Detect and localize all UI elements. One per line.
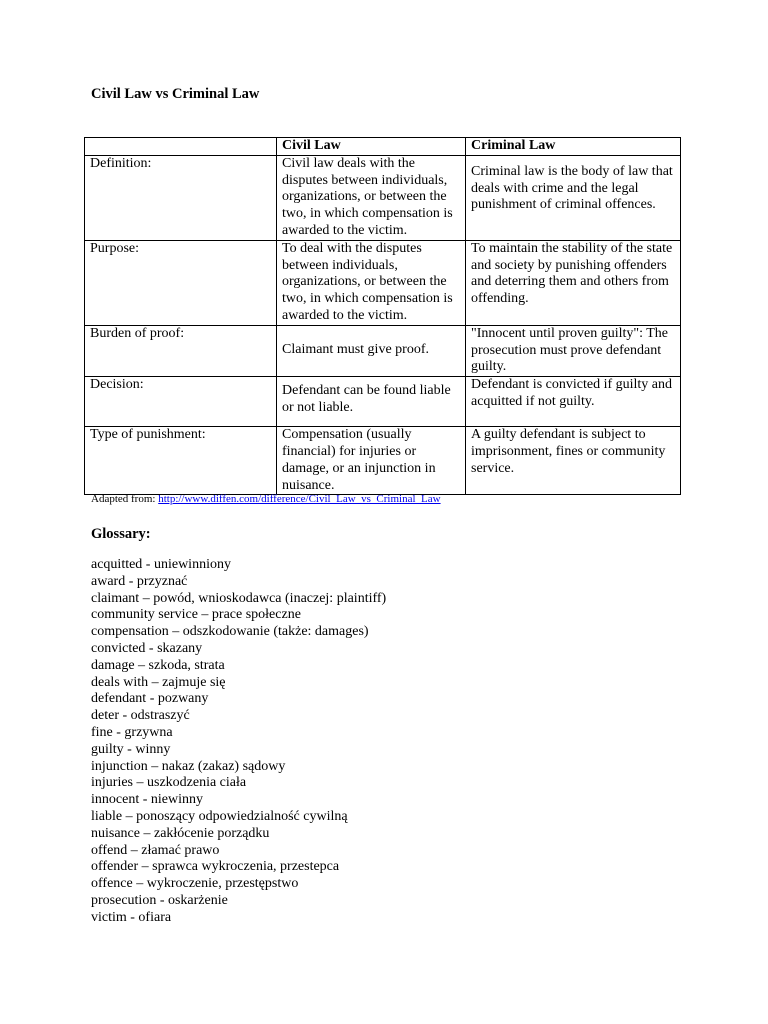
list-item: prosecution - oskarżenie: [91, 892, 228, 908]
row-label: Definition:: [85, 155, 277, 240]
glossary-list: [91, 557, 386, 927]
list-item: injunction – nakaz (zakaz) sądowy: [91, 758, 286, 774]
list-item: claimant – powód, wnioskodawca (inaczej: plaintiff): [91, 590, 387, 606]
glossary-title: Glossary:: [91, 526, 151, 542]
source-note: [91, 492, 441, 506]
civil-cell: Claimant must give proof.: [277, 325, 466, 376]
page-title: Civil Law vs Criminal Law: [91, 86, 260, 102]
table-row: [85, 155, 681, 240]
row-label: Purpose:: [85, 240, 277, 325]
source-link[interactable]: http://www.diffen.com/difference/Civil_Law_vs_Criminal_Law: [158, 493, 441, 505]
list-item: innocent - niewinny: [91, 792, 203, 808]
table-row: [85, 377, 681, 427]
header-cell-empty: [85, 138, 277, 156]
list-item: convicted - skazany: [91, 640, 203, 656]
civil-cell: Civil law deals with the disputes between individuals, organizations, or between the two, in which compensation is awarded to the victim.: [277, 155, 466, 240]
list-item: acquitted - uniewinniony: [91, 557, 231, 572]
row-label: Type of punishment:: [85, 427, 277, 495]
list-item: award - przyznać: [91, 573, 188, 589]
civil-cell: Defendant can be found liable or not liable.: [277, 377, 466, 427]
header-criminal-law: Criminal Law: [466, 138, 681, 156]
list-item: deals with – zajmuje się: [91, 674, 226, 690]
header-civil-law: Civil Law: [277, 138, 466, 156]
list-item: fine - grzywna: [91, 724, 173, 740]
list-item: liable – ponoszący odpowiedzialność cywilną: [91, 808, 348, 824]
list-item: offence – wykroczenie, przestępstwo: [91, 876, 299, 892]
table-row: [85, 427, 681, 495]
list-item: nuisance – zakłócenie porządku: [91, 825, 270, 841]
table-header-row: [85, 138, 681, 156]
row-label: Burden of proof:: [85, 325, 277, 376]
criminal-cell: Defendant is convicted if guilty and acquitted if not guilty.: [466, 377, 681, 427]
list-item: victim - ofiara: [91, 909, 172, 925]
table-row: [85, 325, 681, 376]
list-item: injuries – uszkodzenia ciała: [91, 775, 247, 791]
civil-cell: To deal with the disputes between individuals, organizations, or between the two, in which compensation is awarded to the victim.: [277, 240, 466, 325]
criminal-cell: To maintain the stability of the state and society by punishing offenders and deterring them and others from offending.: [466, 240, 681, 325]
table-row: [85, 240, 681, 325]
list-item: compensation – odszkodowanie (także: damages): [91, 624, 369, 640]
source-prefix: Adapted from:: [91, 493, 159, 505]
comparison-table: [84, 137, 681, 495]
civil-cell: Compensation (usually financial) for injuries or damage, or an injunction in nuisance.: [277, 427, 466, 495]
criminal-cell: A guilty defendant is subject to imprisonment, fines or community service.: [466, 427, 681, 495]
list-item: offend – złamać prawo: [91, 842, 220, 858]
row-label: Decision:: [85, 377, 277, 427]
list-item: guilty - winny: [91, 741, 171, 757]
criminal-cell: "Innocent until proven guilty": The prosecution must prove defendant guilty.: [466, 325, 681, 376]
criminal-cell: Criminal law is the body of law that deals with crime and the legal punishment of criminal offences.: [466, 155, 681, 240]
list-item: deter - odstraszyć: [91, 708, 190, 724]
list-item: community service – prace społeczne: [91, 607, 301, 623]
list-item: damage – szkoda, strata: [91, 657, 225, 673]
list-item: defendant - pozwany: [91, 691, 209, 707]
list-item: offender – sprawca wykroczenia, przestepca: [91, 859, 340, 875]
